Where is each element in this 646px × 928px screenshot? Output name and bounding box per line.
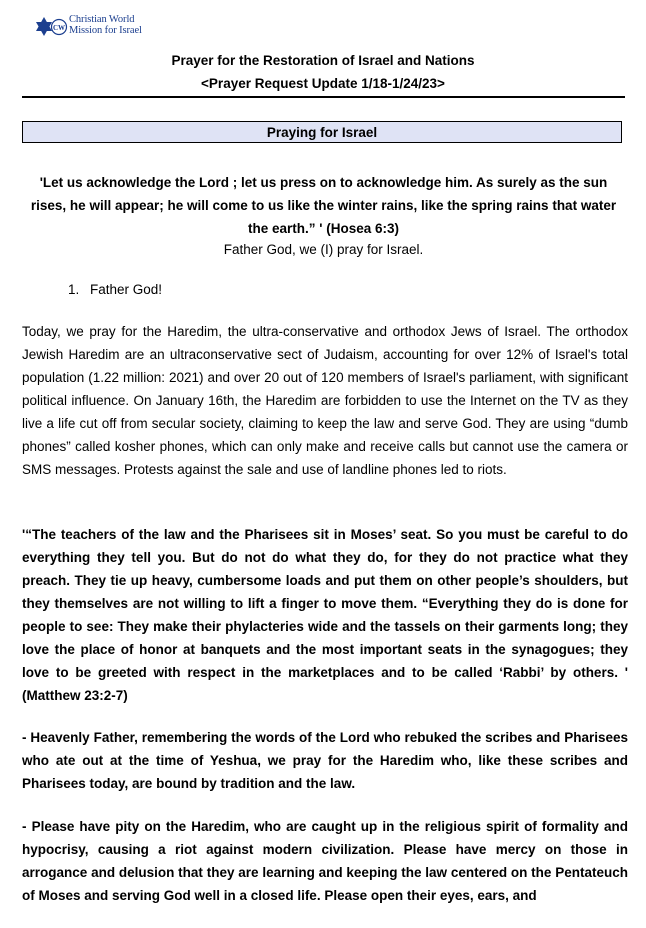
list-item-number: 1. — [68, 282, 80, 297]
body-paragraph-haredim: Today, we pray for the Haredim, the ultra-conservative and orthodox Jews of Israel. The orthodox Jewish Haredim are an ultraconservative sect of Judaism, accounting for over 12% of Israel's total population (1.22 million: 2021) and over 20 out of 120 members of Israel's parliament, with significant political influence. On January 16th, the Haredim are forbidden to use the Internet on the TV as they live a life cut off from secular society, claiming to keep the law and serve God. They are using “dumb phones” called kosher phones, which can only make and receive calls but cannot use the camera or SMS messages. Protests against the sale and use of landline phones led to riots. — [22, 324, 628, 477]
prayer-point-2: - Please have pity on the Haredim, who are caught up in the religious spirit of formality and hypocrisy, causing a riot against modern civilization. Please have mercy on those in arrogance and delusion that they are learning and keeping the law centered on the Pentateuch of Moses and serving God well in a closed life. Please open their eyes, ears, and — [22, 819, 628, 903]
prayer-intro: Father God, we (I) pray for Israel. — [223, 242, 424, 257]
scripture-verse: 'Let us acknowledge the Lord ; let us press on to acknowledge him. As surely as the sun rises, he will appear; he will come to us like the winter rains, like the spring rains that water the earth.” ' (Hosea 6:3) — [30, 175, 617, 236]
scripture-quote-matthew: '“The teachers of the law and the Pharisees sit in Moses’ seat. So you must be careful to do everything they tell you. But do not do what they do, for they do not practice what they preach. They tie up heavy, cumbersome loads and put them on other people’s shoulders, but they themselves are not willing to lift a finger to move them. “Everything they do is done for people to see: They make their phylacteries wide and the tassels on their garments long; they love the place of honor at banquets and the most important seats in the synagogues; they love to be greeted with respect in the marketplaces and to be called ‘Rabbi’ by others. ' (Matthew 23:2-7) — [22, 527, 628, 703]
header-divider — [22, 96, 625, 98]
section-title: Praying for Israel — [266, 125, 378, 140]
document-title: Prayer for the Restoration of Israel and Nations — [171, 53, 475, 68]
organization-logo — [35, 14, 145, 40]
section-header-box — [22, 121, 622, 143]
logo-line-1: Christian World — [69, 14, 135, 25]
prayer-point-1: - Heavenly Father, remembering the words of the Lord who rebuked the scribes and Pharisees who ate out at the time of Yeshua, we pray for the Haredim who, like these scribes and Pharisees today, are bound by tradition and the law. — [22, 730, 628, 791]
document-subtitle: <Prayer Request Update 1/18-1/24/23> — [201, 76, 445, 91]
list-item — [68, 280, 162, 300]
list-item-text: Father God! — [90, 282, 163, 297]
logo-wordmark — [69, 14, 159, 36]
logo-line-2: Mission for Israel — [69, 25, 142, 36]
svg-text:CW: CW — [52, 24, 66, 32]
